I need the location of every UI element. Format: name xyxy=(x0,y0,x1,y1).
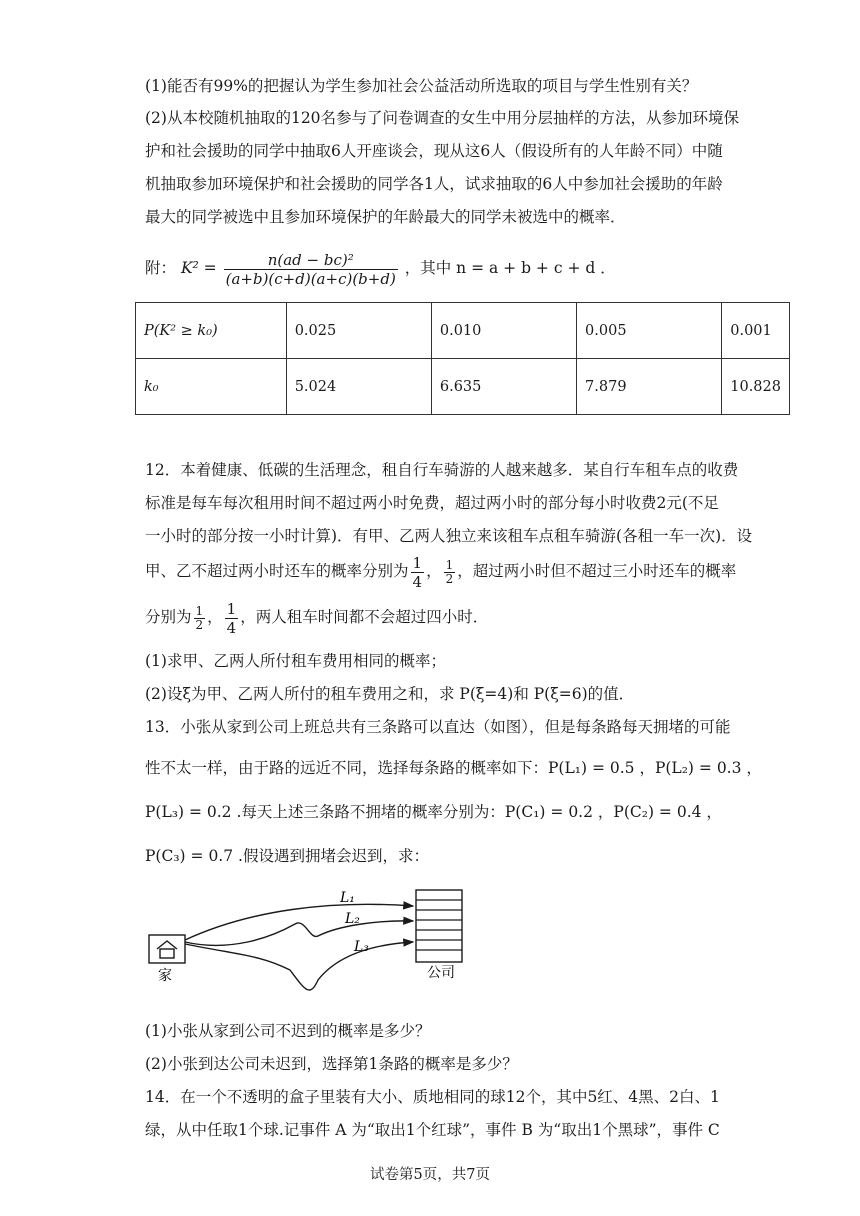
route-l1-label: L₁ xyxy=(340,890,355,906)
fraction-numerator: 1 xyxy=(445,557,454,572)
separator: ， xyxy=(207,608,223,626)
formula-denominator: (a+b)(c+d)(a+c)(b+d) xyxy=(225,269,396,288)
q11-part2-line4: 最大的同学被选中且参加环境保护的年龄最大的同学未被选中的概率． xyxy=(145,208,626,226)
q13-line1: 13．小张从家到公司上班总共有三条路可以直达（如图），但是每条路每天拥堵的可能 xyxy=(145,718,731,736)
page-footer: 试卷第5页，共7页 xyxy=(370,1167,490,1183)
table-cell: 7.879 xyxy=(577,359,722,415)
q12-line2: 标准是每车每次租用时间不超过两小时免费，超过两小时的部分每小时收费2元(不足 xyxy=(145,494,719,512)
q12-part1: (1)求甲、乙两人所付租车费用相同的概率； xyxy=(145,652,446,670)
fraction-numerator: 1 xyxy=(195,603,204,618)
fraction-denominator: 4 xyxy=(412,572,423,591)
company-building-icon xyxy=(416,890,462,962)
house-icon xyxy=(157,941,177,958)
q13-part1: (1)小张从家到公司不迟到的概率是多少？ xyxy=(145,1022,431,1040)
formula-numerator: n(ad − bc)² xyxy=(224,251,398,270)
fraction-one-half xyxy=(194,605,206,632)
q13-line2: 性不太一样，由于路的远近不同，选择每条路的概率如下：P(L₁) = 0.5 ，P(L₂) = 0.3 ， xyxy=(145,759,762,777)
formula-fraction xyxy=(224,251,398,288)
table-row xyxy=(136,359,790,415)
route-figure xyxy=(140,880,480,1000)
route-l2-label: L₂ xyxy=(345,911,360,927)
fraction-denominator: 4 xyxy=(226,618,237,637)
table-cell: 5.024 xyxy=(286,359,431,415)
table-row xyxy=(136,303,790,359)
q12-line4 xyxy=(145,552,736,591)
fraction-one-quarter xyxy=(411,554,425,591)
q11-part2-line1: (2)从本校随机抽取的120名参与了问卷调查的女生中用分层抽样的方法，从参加环境保 xyxy=(145,109,740,127)
q13-part2: (2)小张到达公司未迟到，选择第1条路的概率是多少？ xyxy=(145,1055,518,1073)
route-l3 xyxy=(185,942,413,990)
formula-suffix: ，其中 n = a + b + c + d ． xyxy=(404,259,616,277)
fraction-one-quarter xyxy=(225,600,239,637)
q13-line3: P(L₃) = 0.2 .每天上述三条路不拥堵的概率分别为：P(C₁) = 0.2 ，P(C₂) = 0.4 ， xyxy=(145,803,722,821)
fraction-denominator: 2 xyxy=(445,571,454,586)
separator: ， xyxy=(426,562,442,580)
route-l2 xyxy=(185,921,413,946)
q12-line3: 一小时的部分按一小时计算)．有甲、乙两人独立来该租车点租车骑游(各租一车一次)．设 xyxy=(145,527,753,545)
q12-line5-text-b: ，两人租车时间都不会超过四小时． xyxy=(240,608,489,626)
home-label: 家 xyxy=(158,968,172,984)
table-cell: 0.001 xyxy=(722,303,790,359)
route-l3-label: L₃ xyxy=(354,939,369,955)
fraction-numerator: 1 xyxy=(412,553,423,572)
table-cell: k₀ xyxy=(136,359,287,415)
table-cell: 6.635 xyxy=(431,359,576,415)
q14-line2: 绿，从中任取1个球.记事件 A 为“取出1个红球”，事件 B 为“取出1个黑球”，事件 C xyxy=(145,1121,720,1139)
table-cell: P(K² ≥ k₀) xyxy=(136,303,287,359)
q12-line4-text-a: 甲、乙不超过两小时还车的概率分别为 xyxy=(145,562,409,580)
q11-part2-line3: 机抽取参加环境保护和社会援助的同学各1人，试求抽取的6人中参加社会援助的年龄 xyxy=(145,175,723,193)
table-cell: 10.828 xyxy=(722,359,790,415)
formula-lhs: K² = xyxy=(180,259,217,277)
q12-part2: (2)设ξ为甲、乙两人所付的租车费用之和，求 P(ξ=4)和 P(ξ=6)的值． xyxy=(145,685,635,703)
q14-line1: 14．在一个不透明的盒子里装有大小、质地相同的球12个，其中5红、4黑、2白、1 xyxy=(145,1088,720,1106)
q12-line5 xyxy=(145,598,488,637)
q12-line1: 12．本着健康、低碳的生活理念，租自行车骑游的人越来越多．某自行车租车点的收费 xyxy=(145,461,739,479)
q12-line5-text-a: 分别为 xyxy=(145,608,192,626)
fraction-denominator: 2 xyxy=(195,617,204,632)
q11-part1: (1)能否有99%的把握认为学生参加社会公益活动所选取的项目与学生性别有关？ xyxy=(145,77,698,95)
table-cell: 0.010 xyxy=(431,303,576,359)
table-cell: 0.005 xyxy=(577,303,722,359)
fraction-one-half xyxy=(444,559,456,586)
fraction-numerator: 1 xyxy=(226,599,237,618)
table-cell: 0.025 xyxy=(286,303,431,359)
q11-appendix-formula xyxy=(145,250,616,288)
q13-line4: P(C₃) = 0.7 .假设遇到拥堵会迟到，求： xyxy=(145,847,429,865)
company-label: 公司 xyxy=(427,965,455,981)
q12-line4-text-b: ，超过两小时但不超过三小时还车的概率 xyxy=(457,562,737,580)
critical-value-table xyxy=(135,302,790,415)
q11-part2-line2: 护和社会援助的同学中抽取6人开座谈会，现从这6人（假设所有的人年龄不同）中随 xyxy=(145,142,723,160)
appendix-prefix: 附： xyxy=(145,259,177,277)
